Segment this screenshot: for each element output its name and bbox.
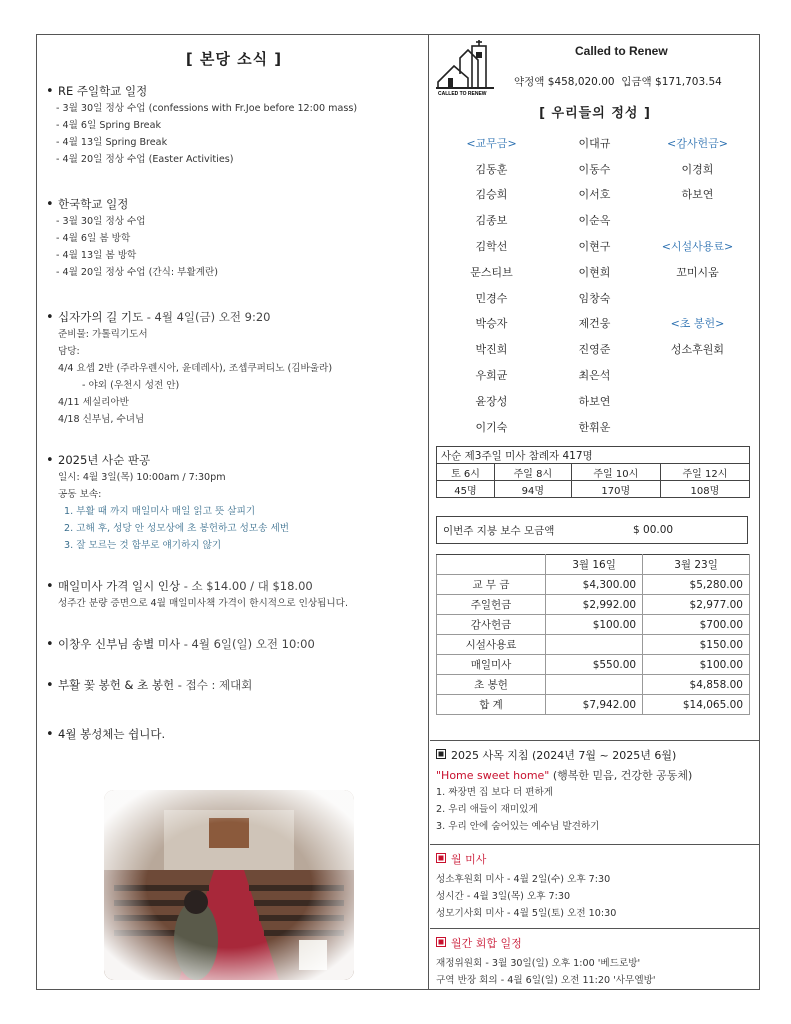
roof-fund-amount: $ 00.00 <box>633 524 674 536</box>
detail-line: 담당: <box>58 346 80 357</box>
donor-name: 한휘운 <box>578 420 611 434</box>
finance-amount: $100.00 <box>546 615 643 635</box>
finance-label: 시설사용료 <box>437 635 546 655</box>
donor-name: 박승자 <box>475 317 508 331</box>
logo-text: CALLED TO RENEW <box>438 91 487 96</box>
donor-row <box>440 156 750 182</box>
finance-amount: $7,942.00 <box>546 695 643 715</box>
pledged-amount: 약정액 $458,020.00 <box>514 76 615 88</box>
donor-name: 꼬미시움 <box>676 265 719 279</box>
finance-date-header: 3월 23일 <box>643 555 750 575</box>
donor-name: 이동수 <box>578 162 611 176</box>
penance-item: 1. 부활 때 까지 매일미사 매일 읽고 뜻 살피기 <box>64 506 256 517</box>
donor-name: 성소후원회 <box>670 343 725 357</box>
penance-item: 2. 고해 후, 성당 안 성모상에 초 봉헌하고 성모송 세번 <box>64 523 289 534</box>
section-heading <box>46 677 424 694</box>
donor-name: 우희균 <box>475 369 508 383</box>
donor-name: 최은석 <box>578 369 611 383</box>
schedule-line: - 3월 30일 정상 수업 <box>56 216 146 227</box>
campaign-title: Called to Renew <box>575 44 668 58</box>
donor-name: 이대규 <box>578 136 611 150</box>
finance-row <box>437 675 750 695</box>
detail-line: 4/4 요셉 2반 (주라우렌시아, 윤데레사), 조셉쿠퍼티노 (김바울라) <box>58 363 333 374</box>
donor-name: 김승희 <box>475 188 508 202</box>
finance-label: 교 무 금 <box>437 575 546 595</box>
finance-corner <box>437 555 546 575</box>
received-amount: 입금액 $171,703.54 <box>621 76 722 88</box>
donor-name: 민경수 <box>475 291 508 305</box>
meetings-heading-text: 월간 회합 일정 <box>451 937 522 950</box>
donor-row <box>440 388 750 414</box>
detail-line: - 야외 (우천시 성전 안) <box>82 380 180 391</box>
called-to-renew-logo <box>434 38 500 96</box>
donor-row <box>440 207 750 233</box>
donor-name: 이현구 <box>578 240 611 254</box>
finance-row <box>437 595 750 615</box>
donor-row <box>440 362 750 388</box>
offering-category: <시설사용료> <box>661 240 734 254</box>
mass-time-header: 토 6시 <box>437 464 495 481</box>
donor-row <box>440 130 750 156</box>
schedule-line: - 3월 30일 정상 수업 (confessions with Fr.Joe before 12:00 mass) <box>56 103 358 114</box>
meeting-line: 재정위원회 - 3월 30일(일) 오후 1:00 '베드로방' <box>436 958 641 969</box>
meetings-heading <box>430 929 760 955</box>
detail-line: 일시: 4월 3일(목) 10:00am / 7:30pm <box>58 472 226 483</box>
donor-row <box>440 336 750 362</box>
pastoral-motto <box>430 767 760 784</box>
finance-row <box>437 655 750 675</box>
donor-name: 이경희 <box>681 162 714 176</box>
donor-name: 김종보 <box>475 214 508 228</box>
monthly-mass-box <box>430 844 760 922</box>
finance-date-header: 3월 16일 <box>546 555 643 575</box>
finance-amount: $4,858.00 <box>643 675 750 695</box>
attendance-table <box>436 446 750 498</box>
finance-amount: $150.00 <box>643 635 750 655</box>
mass-line: 성소후원회 미사 - 4월 2일(수) 오후 7:30 <box>436 874 611 885</box>
donor-row <box>440 233 750 259</box>
heading-detail: - 4월 6일(일) 오전 10:00 <box>180 637 315 651</box>
section-heading: • 2025년 사순 판공 <box>46 452 424 469</box>
attendance-count: 170명 <box>571 481 660 498</box>
donor-name: 이기숙 <box>475 420 508 434</box>
finance-amount: $5,280.00 <box>643 575 750 595</box>
square-bullet-icon <box>436 853 446 863</box>
donor-name: 하보연 <box>681 188 714 202</box>
donor-name: 윤장성 <box>475 394 508 408</box>
penance-item: 3. 잘 모르는 것 함부로 얘기하지 않기 <box>64 540 222 551</box>
communion-visit-section <box>46 726 424 743</box>
monthly-mass-heading-text: 월 미사 <box>451 853 487 866</box>
finance-amount: $2,977.00 <box>643 595 750 615</box>
finance-label: 감사헌금 <box>437 615 546 635</box>
donor-name: 김학선 <box>475 240 508 254</box>
mass-time-header: 주일 10시 <box>571 464 660 481</box>
korean-school-section <box>46 196 424 281</box>
square-bullet-icon <box>436 749 446 759</box>
donor-name: 문스티브 <box>470 265 513 279</box>
confession-section <box>46 452 424 554</box>
finance-row <box>437 575 750 595</box>
heading-detail: - 4월 4일(금) 오전 9:20 <box>143 310 271 324</box>
schedule-line: - 4월 20일 정상 수업 (간식: 부활계란) <box>56 267 218 278</box>
donor-name: 이서호 <box>578 188 611 202</box>
motto-detail: (행복한 믿음, 건강한 공동체) <box>549 769 693 782</box>
re-school-section <box>46 83 424 168</box>
section-heading <box>46 309 424 326</box>
finance-row <box>437 695 750 715</box>
mass-time-header: 주일 12시 <box>660 464 749 481</box>
donor-name: 이현희 <box>578 265 611 279</box>
section-heading <box>46 578 424 595</box>
finance-row <box>437 635 750 655</box>
schedule-line: - 4월 6일 Spring Break <box>56 120 162 131</box>
donor-name: 김동훈 <box>475 162 508 176</box>
donor-name: 진영준 <box>578 343 611 357</box>
schedule-line: - 4월 13일 봄 방학 <box>56 250 137 261</box>
mass-line: 성시간 - 4월 3일(목) 오후 7:30 <box>436 891 571 902</box>
attendance-count: 94명 <box>495 481 572 498</box>
schedule-line: - 4월 20일 정상 수업 (Easter Activities) <box>56 154 234 165</box>
finance-amount <box>546 635 643 655</box>
church-photo-illustration <box>104 790 354 980</box>
roof-fund-box <box>436 516 748 544</box>
detail-line: 준비물: 가톨릭기도서 <box>58 329 148 340</box>
donor-row <box>440 182 750 208</box>
flower-offering-section <box>46 677 424 694</box>
church-interior-photo <box>104 790 354 980</box>
detail-line: 4/18 신부님, 수녀님 <box>58 414 145 425</box>
donor-name: 이순옥 <box>578 214 611 228</box>
detail-line: 4/11 세실리아반 <box>58 397 129 408</box>
schedule-line: - 4월 13일 Spring Break <box>56 137 168 148</box>
detail-line: 공동 보속: <box>58 489 102 500</box>
heading-text: 부활 꽃 봉헌 & 초 봉헌 <box>58 678 175 692</box>
finance-amount: $100.00 <box>643 655 750 675</box>
finance-amount: $14,065.00 <box>643 695 750 715</box>
schedule-line: - 4월 6일 봄 방학 <box>56 233 131 244</box>
heading-detail: - 접수 : 제대회 <box>174 678 253 692</box>
mass-line: 성모기사회 미사 - 4월 5일(토) 오전 10:30 <box>436 908 617 919</box>
donor-name: 박진희 <box>475 343 508 357</box>
section-heading: • 4월 봉성체는 쉽니다. <box>46 726 424 743</box>
mass-time-header: 주일 8시 <box>495 464 572 481</box>
heading-text: 이창우 신부님 송별 미사 <box>58 637 181 651</box>
attendance-caption: 사순 제3주일 미사 참례자 417명 <box>437 447 750 464</box>
square-bullet-icon <box>436 937 446 947</box>
finance-amount: $4,300.00 <box>546 575 643 595</box>
parish-news-title: [ 본당 소식 ] <box>185 50 283 68</box>
guideline-item: 2. 우리 애들이 재미있게 <box>436 804 538 815</box>
donor-names-grid <box>440 130 750 440</box>
finance-row <box>437 615 750 635</box>
meeting-line: 구역 반장 회의 - 4월 6일(일) 오전 11:20 '사무엘방' <box>436 975 656 986</box>
donor-row <box>440 285 750 311</box>
finance-table <box>436 554 750 715</box>
donor-name: 하보연 <box>578 394 611 408</box>
detail-line: 성주간 분량 증면으로 4월 매일미사책 가격이 한시적으로 인상됩니다. <box>58 598 348 609</box>
finance-amount: $700.00 <box>643 615 750 635</box>
donor-row <box>440 259 750 285</box>
section-heading: • 한국학교 일정 <box>46 196 424 213</box>
donor-row <box>440 414 750 440</box>
pastoral-heading <box>430 741 760 767</box>
pastoral-heading-text: 2025 사목 지침 (2024년 7월 ~ 2025년 6월) <box>451 749 677 762</box>
monthly-mass-heading <box>430 845 760 871</box>
offering-category: <감사헌금> <box>667 136 728 150</box>
section-heading: • RE 주일학교 일정 <box>46 83 424 100</box>
attendance-count: 45명 <box>437 481 495 498</box>
column-divider <box>428 34 429 990</box>
finance-amount <box>546 675 643 695</box>
guideline-item: 3. 우리 안에 숨어있는 예수님 발견하기 <box>436 821 600 832</box>
campaign-amounts <box>514 74 722 89</box>
heading-text: 십자가의 길 기도 <box>58 310 144 324</box>
finance-label: 매일미사 <box>437 655 546 675</box>
section-heading <box>46 636 424 653</box>
offering-title: [ 우리들의 정성 ] <box>539 106 651 121</box>
roof-fund-label: 이번주 지붕 보수 모금액 <box>443 524 555 537</box>
missal-section <box>46 578 424 612</box>
donor-row <box>440 311 750 337</box>
donor-name: 제건웅 <box>578 317 611 331</box>
motto-text: "Home sweet home" <box>436 769 550 782</box>
heading-text: 매일미사 가격 일시 인상 <box>58 579 181 593</box>
offering-category: <교무금> <box>466 136 517 150</box>
stations-section <box>46 309 424 428</box>
meetings-box <box>430 928 760 989</box>
finance-amount: $2,992.00 <box>546 595 643 615</box>
donor-name: 임창숙 <box>578 291 611 305</box>
offering-category: <초 봉헌> <box>670 317 725 331</box>
attendance-count: 108명 <box>660 481 749 498</box>
finance-amount: $550.00 <box>546 655 643 675</box>
finance-label: 주일헌금 <box>437 595 546 615</box>
guideline-item: 1. 짜장면 집 보다 더 편하게 <box>436 787 554 798</box>
parish-news-column <box>44 40 424 743</box>
finance-label: 합 계 <box>437 695 546 715</box>
finance-label: 초 봉헌 <box>437 675 546 695</box>
farewell-mass-section <box>46 636 424 653</box>
pastoral-guidelines-box <box>430 740 760 835</box>
heading-detail: - 소 $14.00 / 대 $18.00 <box>180 579 313 593</box>
